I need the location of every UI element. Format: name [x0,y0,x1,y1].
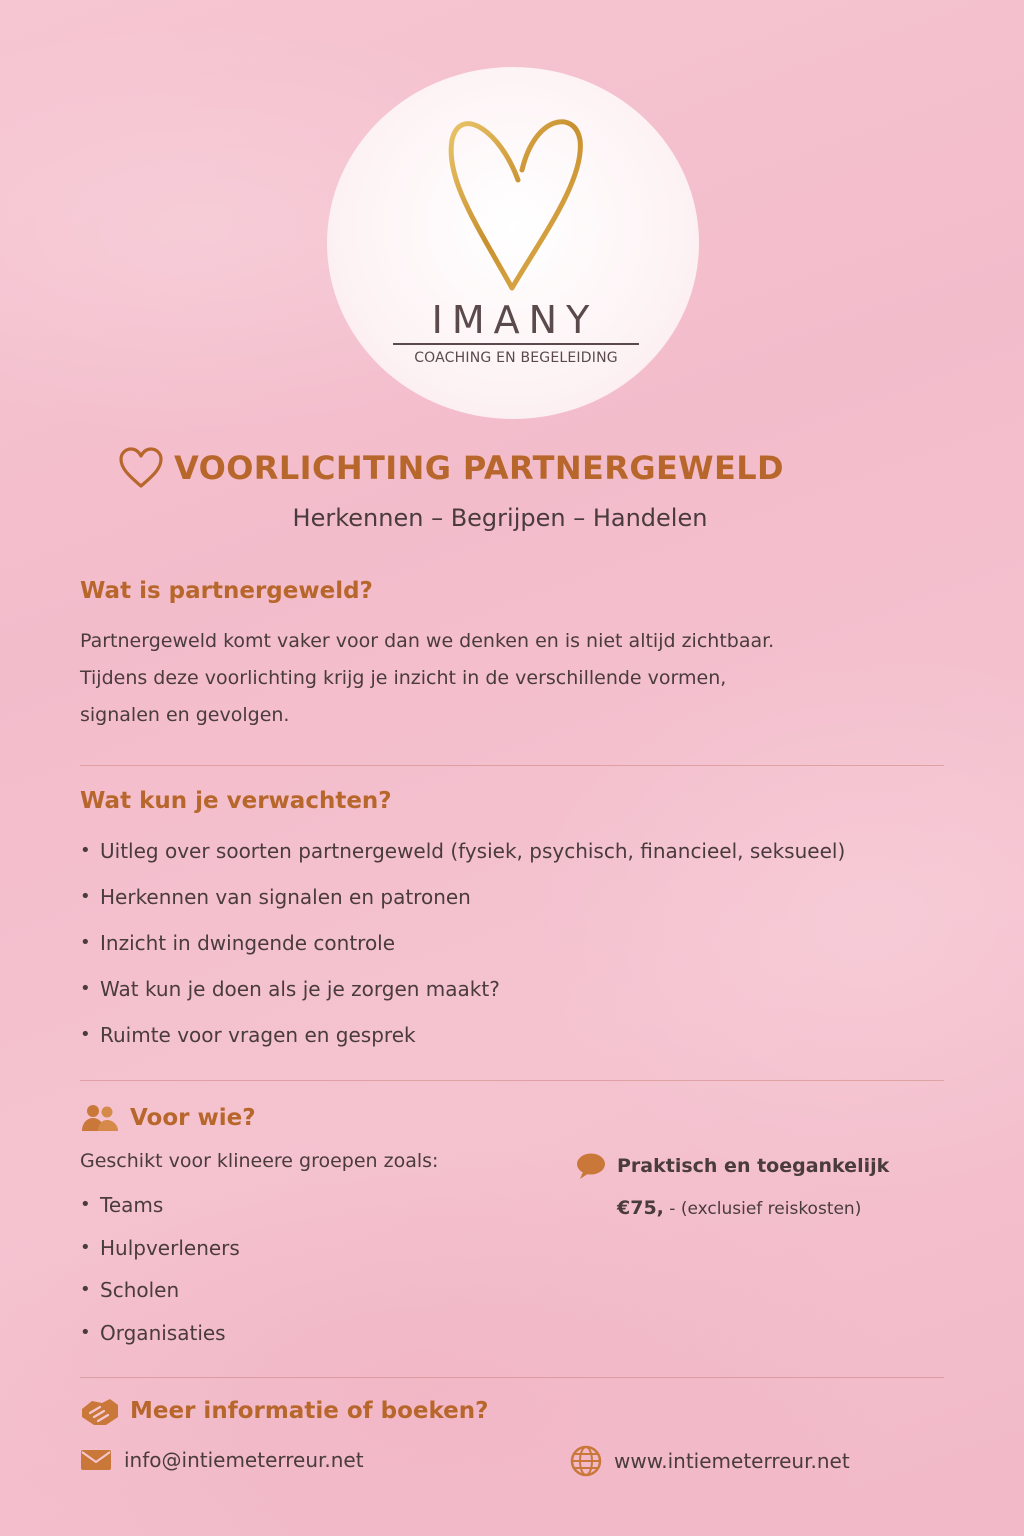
section-heading-contact: Meer informatie of boeken? [130,1398,489,1424]
list-item: • Uitleg over soorten partnergeweld (fysiek, psychisch, financieel, seksueel) [80,836,845,882]
list-item: • Herkennen van signalen en patronen [80,882,845,928]
price-row [617,1197,861,1219]
practical-heading-row [575,1151,889,1181]
section-heading-what: Wat is partnergeweld? [80,578,373,604]
paragraph-line: signalen en gevolgen. [80,704,290,726]
website-link[interactable]: www.intiemeterreur.net [614,1449,850,1473]
who-list [80,1190,240,1360]
practical-heading: Praktisch en toegankelijk [617,1155,890,1177]
logo-tagline: COACHING EN BEGELEIDING [414,350,618,366]
page-title: VOORLICHTING PARTNERGEWELD [174,449,784,487]
section-what-paragraph [80,623,960,734]
list-item: • Organisaties [80,1318,240,1361]
divider [80,765,944,766]
heart-outline-icon [118,447,164,489]
paragraph-line: Partnergeweld komt vaker voor dan we denken en is niet altijd zichtbaar. [80,630,775,652]
expect-list [80,836,845,1066]
list-item: • Scholen [80,1275,240,1318]
logo-name: IMANY [431,298,599,342]
email-link[interactable]: info@intiemeterreur.net [124,1448,364,1472]
globe-icon [570,1445,602,1477]
gold-heart-logo-icon [440,110,590,300]
people-icon [80,1103,120,1133]
section-heading-who: Voor wie? [130,1105,256,1131]
list-item: • Wat kun je doen als je je zorgen maakt? [80,974,845,1020]
contact-heading-row [80,1393,489,1429]
email-row[interactable] [80,1445,364,1475]
page-subtitle: Herkennen – Begrijpen – Handelen [292,504,708,532]
section-heading-expect: Wat kun je verwachten? [80,788,392,814]
divider [80,1080,944,1081]
price-value: €75, [617,1197,664,1219]
list-item: • Hulpverleners [80,1233,240,1276]
paragraph-line: Tijdens deze voorlichting krijg je inzicht in de verschillende vormen, [80,667,727,689]
envelope-icon [80,1449,112,1471]
page-title-row [118,444,784,492]
handshake-icon [80,1395,120,1427]
logo-divider [393,343,639,345]
list-item: • Ruimte voor vragen en gesprek [80,1020,845,1066]
list-item: • Inzicht in dwingende controle [80,928,845,974]
price-note: - (exclusief reiskosten) [669,1199,862,1219]
who-intro: Geschikt voor klineere groepen zoals: [80,1150,439,1172]
divider [80,1377,944,1378]
list-item: • Teams [80,1190,240,1233]
section-who-heading-row [80,1100,256,1136]
speech-bubble-icon [575,1152,607,1180]
website-row[interactable] [570,1445,850,1477]
